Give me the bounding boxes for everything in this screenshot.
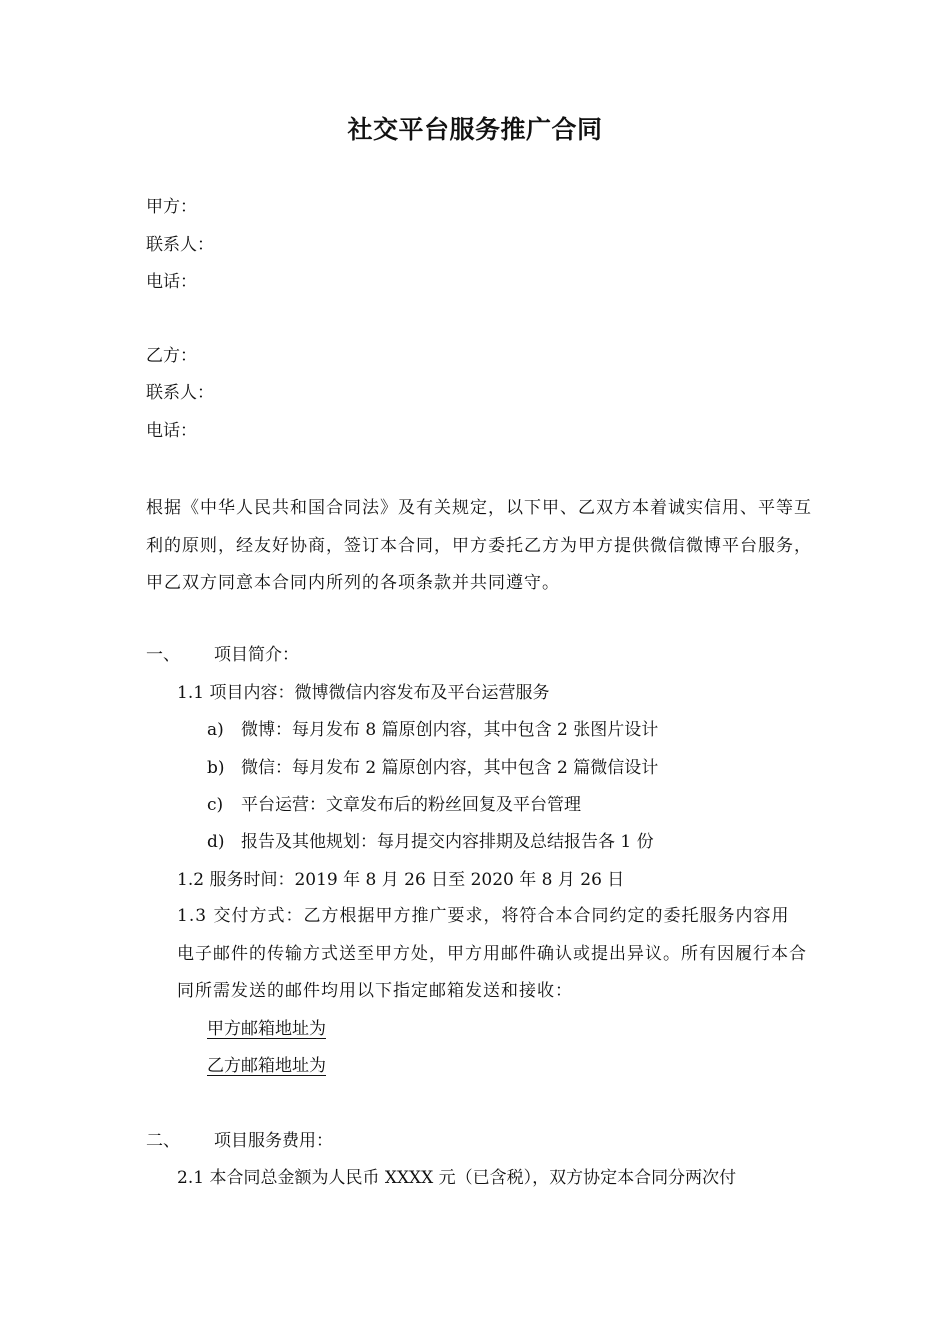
party-b-email-line: 乙方邮箱地址为	[207, 1056, 326, 1076]
item-1-3: 1.3 交付方式：乙方根据甲方推广要求，将符合本合同约定的委托服务内容用电子邮件的传输方式送至甲方处，甲方用邮件确认或提出异议。所有因履行本合同所需发送的邮件均用以下指定邮箱发送和接收：	[177, 906, 807, 1001]
subitem-marker: b)	[207, 758, 225, 778]
subitem-b	[207, 755, 658, 781]
subitem-text: 微信：每月发布 2 篇原创内容，其中包含 2 篇微信设计	[241, 758, 659, 778]
subitem-marker: c)	[207, 795, 224, 815]
party-a-phone: 电话：	[146, 272, 197, 292]
section-2-title: 项目服务费用：	[214, 1131, 333, 1151]
contract-title: 社交平台服务推广合同	[347, 115, 603, 144]
subitem-text: 微博：每月发布 8 篇原创内容，其中包含 2 张图片设计	[241, 720, 659, 740]
section-2-number: 二、	[146, 1131, 180, 1151]
section-1-number: 一、	[146, 645, 180, 665]
subitem-d	[207, 829, 654, 855]
subitem-a	[207, 717, 658, 743]
party-b-phone: 电话：	[146, 421, 197, 441]
preamble-paragraph: 根据《中华人民共和国合同法》及有关规定，以下甲、乙双方本着诚实信用、平等互利的原则，经友好协商，签订本合同，甲方委托乙方为甲方提供微信微博平台服务，甲乙双方同意本合同内所列的各项条款并共同遵守。	[146, 498, 812, 593]
item-2-1: 2.1 本合同总金额为人民币 XXXX 元（已含税），双方协定本合同分两次付	[177, 1168, 737, 1188]
party-b-label: 乙方：	[146, 346, 197, 366]
item-1-2: 1.2 服务时间：2019 年 8 月 26 日至 2020 年 8 月 26 日	[177, 870, 625, 890]
section-2-heading	[146, 1128, 333, 1154]
party-a-email-line: 甲方邮箱地址为	[207, 1019, 326, 1039]
party-a-label: 甲方：	[146, 197, 197, 217]
subitem-text: 报告及其他规划：每月提交内容排期及总结报告各 1 份	[241, 832, 654, 852]
party-b-contact: 联系人：	[146, 383, 214, 403]
subitem-marker: a)	[207, 720, 224, 740]
item-1-1: 1.1 项目内容：微博微信内容发布及平台运营服务	[177, 683, 550, 703]
subitem-marker: d)	[207, 832, 225, 852]
subitem-c	[207, 792, 581, 818]
party-a-contact: 联系人：	[146, 235, 214, 255]
subitem-text: 平台运营：文章发布后的粉丝回复及平台管理	[241, 795, 581, 815]
section-1-heading	[146, 642, 299, 668]
section-1-title: 项目简介：	[214, 645, 299, 665]
